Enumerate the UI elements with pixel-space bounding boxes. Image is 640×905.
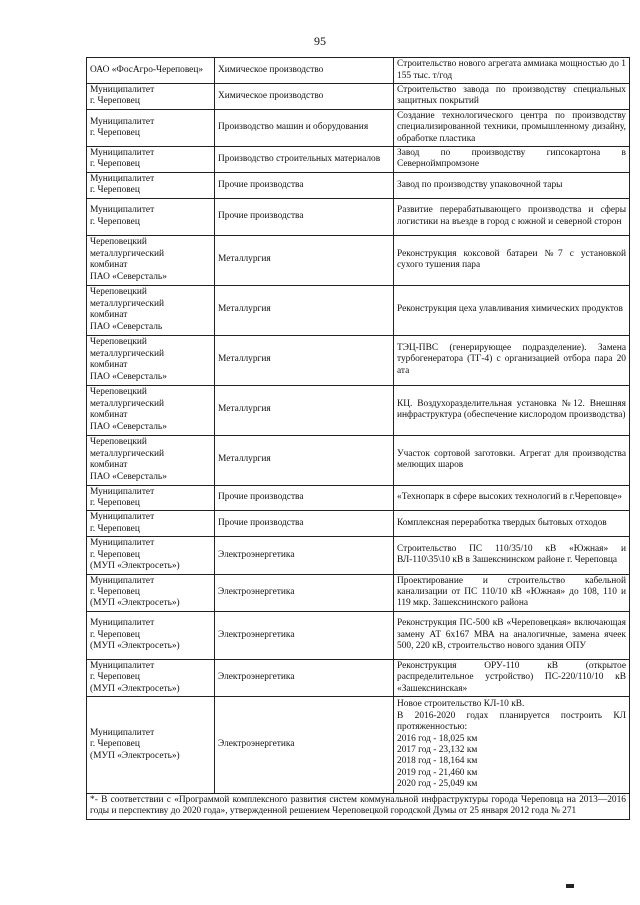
sector-cell: Металлургия <box>215 335 394 385</box>
footnote-row <box>87 793 630 819</box>
table-row <box>87 611 630 659</box>
organization-cell: Череповецкий металлургический комбинат ПАО «Северсталь» <box>87 235 215 285</box>
sector-cell: Прочие производства <box>215 485 394 511</box>
project-cell: Реконструкция ПС-500 кВ «Череповецкая» включающая замену АТ 6х167 МВА на аналогичные, замена ячеек 500, 220 кВ, строительство нового здания ОПУ <box>394 611 630 659</box>
organization-cell: Муниципалитет г. Череповец (МУП «Электросеть») <box>87 659 215 696</box>
project-cell: Проектирование и строительство кабельной канализации от ПС 110/10 кВ «Южная» до 108, 110 и 119 мкр. Зашекснинского района <box>394 574 630 611</box>
table-row <box>87 485 630 511</box>
table-row <box>87 537 630 574</box>
table-row <box>87 659 630 696</box>
investment-projects-table <box>86 57 630 820</box>
table-row <box>87 511 630 537</box>
table-row <box>87 385 630 435</box>
table-row <box>87 696 630 793</box>
table-row <box>87 109 630 146</box>
sector-cell: Прочие производства <box>215 198 394 235</box>
table-row <box>87 172 630 198</box>
table-row <box>87 574 630 611</box>
sector-cell: Производство машин и оборудования <box>215 109 394 146</box>
project-cell: КЦ. Воздухоразделительная установка №12. Внешняя инфраструктура (обеспечение кислородом производства) <box>394 385 630 435</box>
organization-cell: Муниципалитет г. Череповец <box>87 485 215 511</box>
organization-cell: Муниципалитет г. Череповец <box>87 198 215 235</box>
project-cell: Завод по производству упаковочной тары <box>394 172 630 198</box>
footnote: *- В соответствии с «Программой комплексного развития систем коммунальной инфраструктуры города Череповца на 2013—2016 годы и перспективу до 2020 года», утвержденной решением Череповецкой городской Думы от 25 января 2012 года № 271 <box>87 793 630 819</box>
project-cell: Реконструкция коксовой батареи №7 с установкой сухого тушения пара <box>394 235 630 285</box>
project-cell: Создание технологического центра по производству специализированной техники, промышленному дизайну, обработке пластика <box>394 109 630 146</box>
project-cell: Реконструкция цеха улавливания химических продуктов <box>394 285 630 335</box>
sector-cell: Электроэнергетика <box>215 537 394 574</box>
organization-cell: Муниципалитет г. Череповец <box>87 172 215 198</box>
project-cell: «Технопарк в сфере высоких технологий в г.Череповце» <box>394 485 630 511</box>
organization-cell: Муниципалитет г. Череповец (МУП «Электросеть») <box>87 537 215 574</box>
project-cell: ТЭЦ-ПВС (генерирующее подразделение). Замена турбогенератора (ТГ-4) с организацией отбора пара 20 ата <box>394 335 630 385</box>
project-cell: Развитие перерабатывающего производства и сферы логистики на въезде в город с южной и северной сторон <box>394 198 630 235</box>
project-cell: Новое строительство КЛ-10 кВ. В 2016-2020 годах планируется построить КЛ протяженностью: 2016 год - 18,025 км 2017 год - 23,132 км 2018 год - 18,164 км 2019 год - 21,460 км 2020 год - 25,049 км <box>394 696 630 793</box>
organization-cell: Череповецкий металлургический комбинат ПАО «Северсталь» <box>87 435 215 485</box>
project-cell: Строительство нового агрегата аммиака мощностью до 1 155 тыс. т/год <box>394 58 630 84</box>
sector-cell: Прочие производства <box>215 172 394 198</box>
table-row <box>87 58 630 84</box>
organization-cell: Череповецкий металлургический комбинат ПАО «Северсталь» <box>87 385 215 435</box>
organization-cell: Муниципалитет г. Череповец <box>87 147 215 173</box>
sector-cell: Электроэнергетика <box>215 611 394 659</box>
project-cell: Завод по производству гипсокартона в Северноймпромзоне <box>394 147 630 173</box>
organization-cell: Череповецкий металлургический комбинат ПАО «Северсталь» <box>87 335 215 385</box>
project-cell: Строительство завода по производству специальных защитных покрытий <box>394 84 630 110</box>
sector-cell: Прочие производства <box>215 511 394 537</box>
sector-cell: Металлургия <box>215 235 394 285</box>
project-cell: Реконструкция ОРУ-110 кВ (открытое распределительное устройство) ПС-220/110/10 кВ «Зашекснинская» <box>394 659 630 696</box>
table-row <box>87 198 630 235</box>
table-row <box>87 84 630 110</box>
sector-cell: Производство строительных материалов <box>215 147 394 173</box>
sector-cell: Электроэнергетика <box>215 659 394 696</box>
page-number: 95 <box>314 34 326 48</box>
table-row <box>87 235 630 285</box>
organization-cell: Муниципалитет г. Череповец <box>87 84 215 110</box>
sector-cell: Металлургия <box>215 385 394 435</box>
organization-cell: ОАО «ФосАгро-Череповец» <box>87 58 215 84</box>
organization-cell: Муниципалитет г. Череповец (МУП «Электросеть») <box>87 574 215 611</box>
project-cell: Строительство ПС 110/35/10 кВ «Южная» и ВЛ-110\35\10 кВ в Зашекснинском районе г. Череповца <box>394 537 630 574</box>
organization-cell: Муниципалитет г. Череповец <box>87 511 215 537</box>
project-cell: Участок сортовой заготовки. Агрегат для производства мелющих шаров <box>394 435 630 485</box>
organization-cell: Муниципалитет г. Череповец <box>87 109 215 146</box>
sector-cell: Химическое производство <box>215 84 394 110</box>
sector-cell: Металлургия <box>215 435 394 485</box>
sector-cell: Электроэнергетика <box>215 696 394 793</box>
organization-cell: Череповецкий металлургический комбинат ПАО «Северсталь <box>87 285 215 335</box>
table-row <box>87 147 630 173</box>
table-row <box>87 435 630 485</box>
organization-cell: Муниципалитет г. Череповец (МУП «Электросеть») <box>87 611 215 659</box>
table-row <box>87 285 630 335</box>
page-corner-mark <box>566 884 574 888</box>
project-cell: Комплексная переработка твердых бытовых отходов <box>394 511 630 537</box>
organization-cell: Муниципалитет г. Череповец (МУП «Электросеть») <box>87 696 215 793</box>
sector-cell: Металлургия <box>215 285 394 335</box>
table-row <box>87 335 630 385</box>
sector-cell: Электроэнергетика <box>215 574 394 611</box>
sector-cell: Химическое производство <box>215 58 394 84</box>
